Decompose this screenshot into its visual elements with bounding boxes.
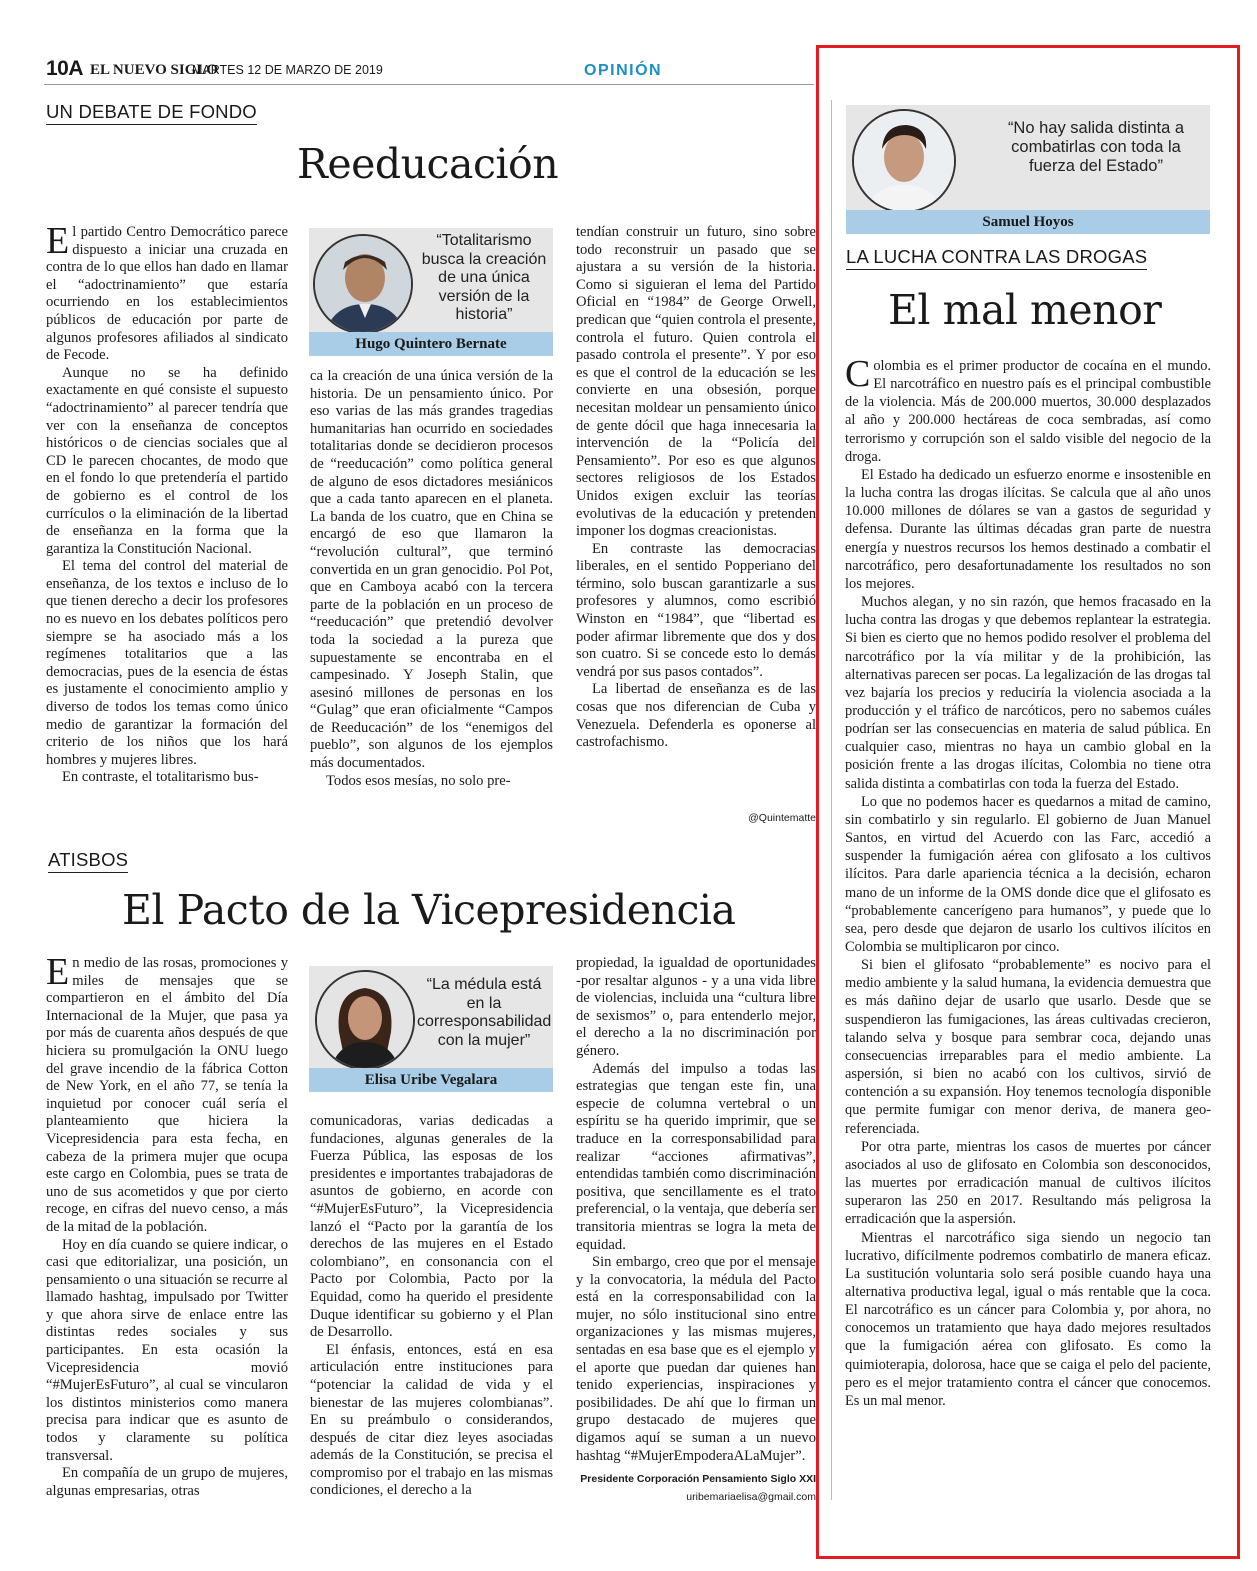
column-pacto-1 bbox=[46, 955, 288, 1510]
kicker-reeducacion: UN DEBATE DE FONDO bbox=[46, 101, 257, 125]
paragraph bbox=[845, 357, 1211, 466]
author-photo-avatar bbox=[315, 970, 415, 1070]
paragraph: Mientras el narcotráfico siga siendo un negocio tan lucrativo, difícilmente podremos combatirlo de manera eficaz. La sustitución voluntaria solo será posible cuando haya una alternativa productiva legal, igual o más rentable que la coca. El narcotráfico es un cáncer para Colombia y, por ahora, no conocemos un tratamiento que haya dado mejores resultados que la fumigación aérea con glifosato. Es como la quimioterapia, dolorosa, hace que se caiga el pelo del paciente, pero es el mejor tratamiento contra el cáncer que conocemos. Es un mal menor. bbox=[845, 1229, 1211, 1409]
column-pacto-2 bbox=[310, 1113, 553, 1513]
paragraph: Muchos alegan, y no sin razón, que hemos fracasado en la lucha contra las drogas y que debemos replantear la estrategia. Si bien es cierto que no hemos podido resolver el problema del narcotráfico por la vía militar y de la prohibición, las alternativas parecen ser pocas. La legalización de las drogas tal vez bajaría los precios y reduciría la violencia asociada a la producción y el tráfico de narcóticos, pero no sabemos cuáles podrían ser las consecuencias en materia de salud pública. En cualquier caso, mientras no haya un cambio global en la posición frente a las drogas ilícitas, Colombia no tiene otra salida distinta a combatirlas con toda la fuerza del Estado. bbox=[845, 594, 1211, 792]
portrait-icon bbox=[315, 236, 411, 332]
newspaper-name: EL NUEVO SIGLO bbox=[90, 62, 219, 78]
page-number: 10A bbox=[46, 57, 84, 80]
paragraph: ca la creación de una única versión de la historia. De un pensamiento único. Por eso varias de las más grandes tragedias humanitarias han ocurrido en sociedades totalitarias donde se decidieron procesos de “reeducación” como política general de alguno de esos dictadores mesiánicos que a cada tanto aparecen en el planeta. La banda de los cuatro, que en China se encargó de eso que llamaron la “revolución cultural”, que terminó convertida en un gran genocidio. Pol Pot, que en Camboya acabó con la tercera parte de la población en un proceso de “reeducación” que pretendió devolver toda la sociedad a la pureza que supuestamente se encontraba en el campesinado. Y Joseph Stalin, que asesinó millones de personas en los “Gulag” que eran oficialmente “Campos de Reeducación” de los “enemigos del pueblo”, son algunos de los ejemplos más documentados. bbox=[310, 368, 553, 772]
paragraph: Si bien el glifosato “probablemente” es nocivo para el medio ambiente y la salud humana, la evidencia demuestra que es más dañino dejar de usarlo que usarlo. Desde que se suspendieron las fumigaciones, las áreas cultivadas crecieron, talando selva y bosque para sembrar coca, dejando unas consecuencias irreparables para el medio ambiente. La aspersión, si bien no acabó con los cultivos, sirvió de contención a su expansión. Hoy tenemos tecnología disponible que permite fumigar con menor deriva, de manera geo-referenciada. bbox=[845, 957, 1211, 1137]
paragraph: En contraste, el totalitarismo bus- bbox=[62, 769, 259, 786]
author-photo-avatar bbox=[852, 109, 956, 213]
paragraph: Hoy en día cuando se quiere indicar, o casi que editorializar, una posición, un pensamiento o una situación se recurre al llamado hashtag, impulsado por Twitter y que ahora sirve de enlace entre las distintas redes sociales y sus participantes. En esta ocasión la Vicepresidencia movió “#MujerEsFuturo”, al cual se vincularon los distintos ministerios como manera precisa para indicar que es asunto de todos y claramente su política transversal. bbox=[46, 1236, 288, 1464]
pull-quote-text: “La médula está en la corresponsabilidad con la mujer” bbox=[417, 976, 552, 1049]
paragraph: En contraste las democracias liberales, en el sentido Popperiano del término, solo buscan garantizarle a sus profesores y alumnos, como escribió Winston en “1984”, que “libertad es poder afirmar libremente que dos y dos son cuatro. Si se concede esto lo demás vendrá por sus pasos contados”. bbox=[576, 540, 816, 680]
paragraph: El Estado ha dedicado un esfuerzo enorme e insostenible en la lucha contra las drogas ilícitas. Se calcula que al año unos 10.000 millones de dólares se van a gastos de seguridad y defensa. Durante las últimas décadas gran parte de nuestra energía y nuestros recursos los hemos destinado a combatir el narcotráfico, pero desafortunadamente los resultados no son los mejores. bbox=[845, 466, 1211, 592]
column-divider bbox=[831, 100, 832, 1500]
drop-cap: E bbox=[46, 955, 70, 993]
paragraph-text: n medio de las rosas, promociones y miles de mensajes que se compartieron en el ámbito del Día Internacional de la Mujer, que pasa ya por más de cuarenta años después de que hiciera su promulgación la ONU luego del grave incendio de la fábrica Cotton de New York, en el año 77, se tenía la inquietud por conocer cuál sería el planteamiento que hiciera la Vicepresidencia para esta fecha, en cabeza de la primera mujer que ocupa este cargo en Colombia, pues se trata de uno de sus acometidos y que por cierto recoge, en cifras del nuevo censo, a más de la mitad de la población. bbox=[46, 955, 288, 1235]
paragraph: En compañía de un grupo de mujeres, algunas empresarias, otras bbox=[46, 1465, 288, 1499]
kicker-mal-menor: LA LUCHA CONTRA LAS DROGAS bbox=[846, 246, 1147, 270]
drop-cap: C bbox=[845, 357, 871, 395]
paragraph: El énfasis, entonces, está en esa articulación entre instituciones para “potenciar la calidad de vida y el bienestar de las mujeres colombianas”. En su preámbulo o considerandos, después de citar diez leyes asociadas además de la Constitución, se precisa el compromiso por el trabajo en las mismas condiciones, el derecho a la bbox=[310, 1341, 553, 1499]
paragraph: Además del impulso a todas las estrategias que tengan este fin, una especie de columna vertebral o un espíritu se ha querido imprimir, que se traduce en la corresponsabilidad para realizar “acciones afirmativas”, entendidas también como discriminación positiva, que sencillamente es el trato preferencial, o la ventaja, que debería ser transitoria mientras se logra la meta de equidad. bbox=[576, 1060, 816, 1253]
pull-quote-box bbox=[309, 228, 553, 356]
portrait-icon bbox=[854, 111, 954, 211]
paragraph: Por otra parte, mientras los casos de muertes por cáncer asociados al uso de glifosato en Colombia son desconocidos, las muertes por erradicación manual de cultivos ilícitos superaron las 250 en 2017. Resultando más peligrosa la erradicación que la aspersión. bbox=[845, 1138, 1211, 1228]
author-name: Samuel Hoyos bbox=[846, 210, 1210, 234]
column-reeducacion-1 bbox=[46, 224, 288, 824]
pull-quote-box bbox=[309, 966, 553, 1092]
column-reeducacion-3 bbox=[576, 224, 816, 809]
title-mal-menor: El mal menor bbox=[888, 286, 1162, 334]
author-name: Hugo Quintero Bernate bbox=[309, 332, 553, 356]
title-pacto: El Pacto de la Vicepresidencia bbox=[122, 886, 736, 934]
drop-cap: E bbox=[46, 224, 70, 262]
author-name: Elisa Uribe Vegalara bbox=[309, 1068, 553, 1092]
pull-quote-text: “No hay salida distinta a combatirlas con toda la fuerza del Estado” bbox=[1007, 119, 1185, 175]
column-pacto-3 bbox=[576, 955, 816, 1470]
issue-date: MARTES 12 DE MARZO DE 2019 bbox=[192, 63, 383, 77]
author-handle: @Quintematte bbox=[748, 812, 816, 824]
author-title: Presidente Corporación Pensamiento Siglo XXI bbox=[580, 1473, 816, 1485]
kicker-pacto: ATISBOS bbox=[48, 849, 128, 873]
title-reeducacion: Reeducación bbox=[297, 140, 559, 188]
pull-quote-text: “Totalitarismo busca la creación de una única versión de la historia” bbox=[421, 232, 547, 323]
pull-quote-box bbox=[846, 105, 1210, 233]
paragraph: comunicadoras, varias dedicadas a fundaciones, algunas generales de la Fuerza Pública, las esposas de los presidentes e importantes trabajadoras de asuntos de gobierno, en acorde con “#MujerEsFuturo”, la Vicepresidencia lanzó el “Pacto por la garantía de los derechos de las mujeres en el Estado colombiano”, en consonancia con el Pacto por Colombia, Pacto por la Equidad, como ha querido el presidente Duque identificar su gobierno y el Plan de Desarrollo. bbox=[310, 1113, 553, 1341]
paragraph: El tema del control del material de enseñanza, de los textos e incluso de lo que tienen derecho a decir los profesores no es nuevo en los debates políticos pero siempre se ha asociado más a los regímenes totalitarios que a las democracias, pues de la esencia de éstas es justamente el conocimiento amplio y diverso de todos los temas como único medio de garantizar la formación del criterio de los niños que los hará hombres y mujeres libres. bbox=[46, 558, 288, 768]
column-reeducacion-2 bbox=[310, 368, 553, 828]
paragraph: tendían construir un futuro, sino sobre todo reconstruir un pasado que se ajustara a su versión de la historia. Como si siguieran el lema del Partido Oficial en “1984” de George Orwell, predican que “quien controla el presente, controla el futuro. Quien controla el pasado controla el presente”. Y por eso es que el control de la educación se les convierte en una obsesión, porque necesitan moldear un pensamiento único de gente dócil que haga innecesaria la intervención de la “Policía del Pensamiento”. Por eso es que algunos sectores religiosos de los Estados Unidos exigen excluir las teorías evolutivas de la educación y pretenden imponer los dogmas creacionistas. bbox=[576, 224, 816, 540]
section-title: OPINIÓN bbox=[584, 62, 663, 79]
paragraph-text: olombia es el primer productor de cocaína en el mundo. El narcotráfico en nuestro país es el principal combustible de la violencia. Más de 200.000 muertos, 30.000 desplazados al año y 200.000 hectáreas de coca sembradas, así como terrorismo y corrupción son el saldo visible del negocio de la droga. bbox=[845, 358, 1211, 465]
column-mal-menor bbox=[845, 357, 1211, 1507]
paragraph bbox=[46, 955, 288, 1237]
paragraph bbox=[46, 224, 288, 365]
author-email: uribemariaelisa@gmail.com bbox=[686, 1491, 816, 1503]
paragraph: Aunque no se ha definido exactamente en qué consiste el supuesto “adoctrinamiento” al parecer tendría que ver con la enseñanza de conceptos históricos o de ciencias sociales que al CD le parecen chocantes, de modo que en el fondo lo que pretendería el partido de gobierno es el control de los currículos o la eliminación de la libertad de enseñanza en la forma que la garantiza la Constitución Nacional. bbox=[46, 364, 288, 557]
author-photo-avatar bbox=[313, 234, 413, 334]
portrait-icon bbox=[317, 972, 413, 1068]
paragraph: Todos esos mesías, no solo pre- bbox=[326, 772, 511, 789]
masthead-rule bbox=[44, 84, 814, 85]
paragraph: Sin embargo, creo que por el mensaje y la convocatoria, la médula del Pacto está en la corresponsabilidad con la mujer, no sólo institucional sino entre organizaciones y las mismas mujeres, sentadas en esa base que es el ejemplo y el aporte que puedan dar quienes han tenido experiencias, inspiraciones y posibilidades. De ahí que lo firman un grupo destacado de mujeres que digamos aquí se suman a un nuevo hashtag “#MujerEmpoderaALaMujer”. bbox=[576, 1254, 816, 1464]
paragraph: Lo que no podemos hacer es quedarnos a mitad de camino, sin combatirlo y sin regularlo. El gobierno de Juan Manuel Santos, en virtud del Acuerdo con las Farc, accedió a suspender la fumigación aérea con glifosato a los cultivos ilícitos. Para darle apariencia técnica a la decisión, echaron mano de un informe de la OMS donde dice que el glifosato es “probablemente cancerígeno para humanos”, y puede que lo sea, pero desde que dejaron de usarlo los cultivos ilícitos en Colombia se multiplicaron por cinco. bbox=[845, 793, 1211, 955]
paragraph: propiedad, la igualdad de oportunidades -por resaltar algunos - y a una vida libre de violencias, incluida una “cultura libre de sexismos” o, para entenderlo mejor, el derecho a la no discriminación por género. bbox=[576, 955, 816, 1059]
paragraph-text: l partido Centro Democrático parece dispuesto a iniciar una cruzada en contra de lo que ellos han dado en llamar el “adoctrinamiento” que estaría ocurriendo en los establecimientos públicos de educación por parte de algunos profesores afiliados al sindicato de Fecode. bbox=[46, 224, 288, 364]
paragraph: La libertad de enseñanza es de las cosas que nos diferencian de Cuba y Venezuela. Defenderla es oponerse al castrofachismo. bbox=[576, 681, 816, 751]
